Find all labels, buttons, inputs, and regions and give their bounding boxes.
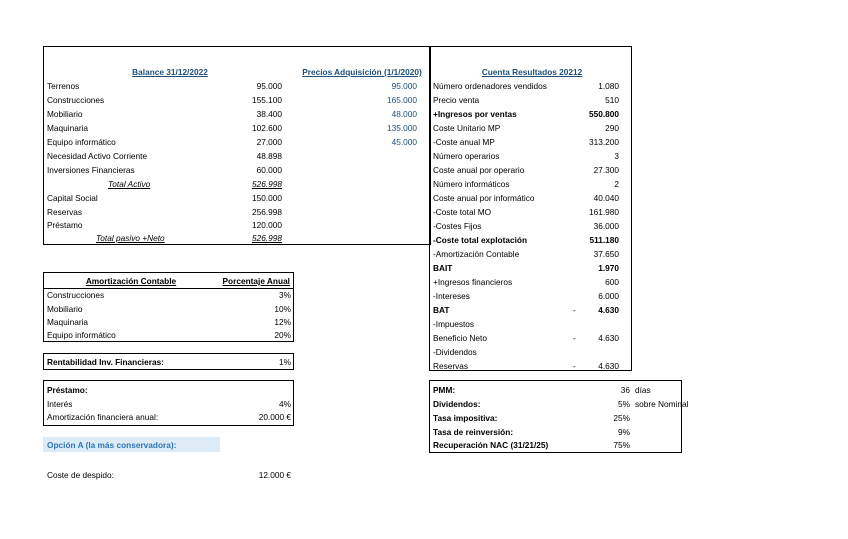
results-row-value: 37.650 bbox=[593, 249, 619, 259]
option-a-label: Opción A (la más conservadora): bbox=[47, 440, 177, 450]
amortization-row-label: Mobiliario bbox=[47, 304, 83, 314]
param-extra: sobre Nominal bbox=[635, 399, 689, 409]
balance-row-label: Necesidad Activo Corriente bbox=[47, 151, 148, 161]
amortization-row-pct: 12% bbox=[274, 317, 291, 327]
balance-row-value: 27.000 bbox=[256, 137, 282, 147]
rentabilidad-label: Rentabilidad Inv. Financieras: bbox=[47, 357, 164, 367]
price-value: 95.000 bbox=[391, 81, 417, 91]
results-row-label: -Amortización Contable bbox=[433, 249, 520, 259]
balance-row-label: Mobiliario bbox=[47, 109, 83, 119]
results-row-label: -Coste anual MP bbox=[433, 137, 495, 147]
results-row-label: Beneficio Neto bbox=[433, 333, 487, 343]
results-row-value: 550.800 bbox=[589, 109, 619, 119]
results-row-label: Coste anual por informático bbox=[433, 193, 535, 203]
despido-label: Coste de despido: bbox=[47, 470, 114, 480]
balance-title: Balance 31/12/2022 bbox=[132, 67, 208, 77]
balance-row-label: Inversiones Financieras bbox=[47, 165, 135, 175]
results-title: Cuenta Resultados 20212 bbox=[481, 67, 583, 77]
balance-row-value: 102.600 bbox=[252, 123, 282, 133]
total-activo-label: Total Activo bbox=[108, 179, 151, 189]
price-value: 45.000 bbox=[391, 137, 417, 147]
results-row-dash: - bbox=[573, 333, 576, 343]
balance-row-value: 95.000 bbox=[256, 81, 282, 91]
results-row-label: +Ingresos financieros bbox=[433, 277, 513, 287]
results-row-label: Coste Unitario MP bbox=[433, 123, 501, 133]
param-value: 9% bbox=[618, 427, 630, 437]
amortization-header-label: Amortización Contable bbox=[85, 276, 177, 286]
results-row-value: 3 bbox=[614, 151, 619, 161]
price-value: 135.000 bbox=[387, 123, 417, 133]
balance-row-label: Terrenos bbox=[47, 81, 80, 91]
param-value: 5% bbox=[618, 399, 630, 409]
results-row-value: 1.080 bbox=[598, 81, 619, 91]
results-row-label: BAT bbox=[433, 305, 450, 315]
results-row-label: +Ingresos por ventas bbox=[433, 109, 517, 119]
param-label: Tasa impositiva: bbox=[433, 413, 498, 423]
amortizacion-financiera-label: Amortización financiera anual: bbox=[47, 412, 159, 422]
results-row-value: 2 bbox=[614, 179, 619, 189]
balance-row-label: Préstamo bbox=[47, 220, 83, 230]
results-row-label: BAIT bbox=[433, 263, 453, 273]
results-row-value: 600 bbox=[605, 277, 619, 287]
balance-row-label: Equipo informático bbox=[47, 137, 116, 147]
results-row-value: 161.980 bbox=[589, 207, 619, 217]
results-row-label: -Costes Fijos bbox=[433, 221, 482, 231]
results-row-dash: - bbox=[573, 305, 576, 315]
total-activo-value: 526.998 bbox=[252, 179, 282, 189]
balance-row-label: Maquinaria bbox=[47, 123, 89, 133]
interes-value: 4% bbox=[279, 399, 291, 409]
balance-row-value: 155.100 bbox=[252, 95, 282, 105]
balance-row-label: Construcciones bbox=[47, 95, 105, 105]
results-row-value: 40.040 bbox=[593, 193, 619, 203]
results-row-label: Precio venta bbox=[433, 95, 480, 105]
results-row-value: 1.970 bbox=[598, 263, 619, 273]
results-row-value: 6.000 bbox=[598, 291, 619, 301]
param-value: 75% bbox=[613, 440, 630, 450]
results-row-value: 313.200 bbox=[589, 137, 619, 147]
results-row-label: Número informáticos bbox=[433, 179, 510, 189]
amortization-row-label: Maquinaria bbox=[47, 317, 89, 327]
interes-label: Interés bbox=[47, 399, 73, 409]
results-row-label: -Coste total explotación bbox=[433, 235, 528, 245]
results-row-value: 511.180 bbox=[589, 235, 619, 245]
results-row-value: 4.630 bbox=[598, 305, 619, 315]
balance-row-value: 256.998 bbox=[252, 207, 282, 217]
results-row-label: Número ordenadores vendidos bbox=[433, 81, 547, 91]
amortization-row-label: Construcciones bbox=[47, 290, 105, 300]
results-row-label: -Intereses bbox=[433, 291, 470, 301]
prestamo-title: Préstamo: bbox=[47, 385, 88, 395]
total-pasivo-value: 526.998 bbox=[252, 233, 282, 243]
results-row-label: -Impuestos bbox=[433, 319, 475, 329]
rentabilidad-value: 1% bbox=[279, 357, 291, 367]
price-value: 48.000 bbox=[391, 109, 417, 119]
despido-value: 12.000 € bbox=[258, 470, 291, 480]
param-value: 36 bbox=[620, 385, 630, 395]
balance-row-value: 60.000 bbox=[256, 165, 282, 175]
balance-row-value: 38.400 bbox=[256, 109, 282, 119]
param-label: Tasa de reinversión: bbox=[433, 427, 514, 437]
amortizacion-financiera-value: 20.000 € bbox=[258, 412, 291, 422]
results-row-dash: - bbox=[573, 361, 576, 371]
price-value: 165.000 bbox=[387, 95, 417, 105]
results-row-value: 36.000 bbox=[593, 221, 619, 231]
amortization-row-pct: 10% bbox=[274, 304, 291, 314]
results-row-value: 510 bbox=[605, 95, 619, 105]
balance-row-value: 120.000 bbox=[252, 220, 282, 230]
balance-row-label: Capital Social bbox=[47, 193, 98, 203]
results-row-label: -Coste total MO bbox=[433, 207, 492, 217]
results-row-label: Número operarios bbox=[433, 151, 500, 161]
param-extra: días bbox=[635, 385, 651, 395]
param-label: Dividendos: bbox=[433, 399, 481, 409]
balance-row-label: Reservas bbox=[47, 207, 83, 217]
results-row-value: 4.630 bbox=[598, 333, 619, 343]
balance-row-value: 150.000 bbox=[252, 193, 282, 203]
results-row-value: 27.300 bbox=[593, 165, 619, 175]
results-row-label: Reservas bbox=[433, 361, 469, 371]
results-row-label: -Dividendos bbox=[433, 347, 477, 357]
prices-title: Precios Adquisición (1/1/2020) bbox=[302, 67, 422, 77]
results-row-label: Coste anual por operario bbox=[433, 165, 525, 175]
param-label: Recuperación NAC (31/21/25) bbox=[433, 440, 549, 450]
results-row-value: 4.630 bbox=[598, 361, 619, 371]
amortization-row-pct: 3% bbox=[279, 290, 291, 300]
results-row-value: 290 bbox=[605, 123, 619, 133]
param-label: PMM: bbox=[433, 385, 456, 395]
balance-row-value: 48.898 bbox=[256, 151, 282, 161]
param-value: 25% bbox=[613, 413, 630, 423]
amortization-row-pct: 20% bbox=[274, 330, 291, 340]
amortization-row-label: Equipo informático bbox=[47, 330, 116, 340]
total-pasivo-label: Total pasivo +Neto bbox=[96, 233, 165, 243]
amortization-header-pct: Porcentaje Anual bbox=[222, 276, 290, 286]
